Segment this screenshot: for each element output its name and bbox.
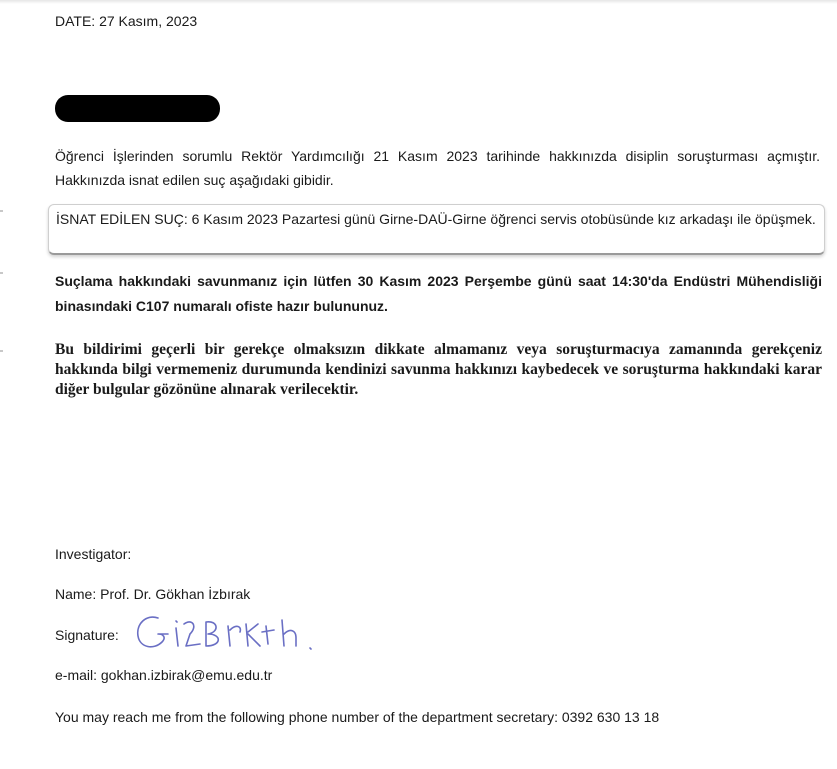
charge-box	[48, 204, 825, 255]
investigator-name: Name: Prof. Dr. Gökhan İzbırak	[55, 586, 251, 602]
department-phone: You may reach me from the following phone number of the department secretary: 0392 630 13 18	[55, 709, 660, 725]
signature-row	[55, 612, 455, 656]
document-date: DATE: 27 Kasım, 2023	[55, 13, 198, 29]
summons-paragraph: Suçlama hakkındaki savunmanız için lütfen 30 Kasım 2023 Perşembe günü saat 14:30'da Endüstri Mühendisliği binasındaki C107 numaralı ofiste hazır bulununuz.	[55, 273, 822, 314]
scan-top-edge	[0, 0, 837, 4]
investigator-email: e-mail: gokhan.izbirak@emu.edu.tr	[55, 667, 273, 683]
signature-label: Signature:	[55, 627, 119, 643]
redacted-recipient-name	[55, 95, 220, 122]
warning-paragraph: Bu bildirimi geçerli bir gerekçe olmaksızın dikkate almamanız veya soruşturmacıya zamanında gerekçeniz hakkında bilgi vermemeniz durumunda kendinizi savunma hakkınızı kaybedecek ve soruşturma hakkındaki karar diğer bulgular gözönüne alınarak verilecektir.	[55, 341, 822, 398]
scan-margin-marks	[0, 200, 4, 400]
investigator-label: Investigator:	[55, 546, 132, 562]
intro-paragraph: Öğrenci İşlerinden sorumlu Rektör Yardımcılığı 21 Kasım 2023 tarihinde hakkınızda disiplin soruşturması açmıştır. Hakkınızda isnat edilen suç aşağıdaki gibidir.	[55, 148, 820, 188]
handwritten-signature	[132, 612, 372, 656]
charge-text: İSNAT EDİLEN SUÇ: 6 Kasım 2023 Pazartesi günü Girne-DAÜ-Girne öğrenci servis otobüsünde kız arkadaşı ile öpüşmek.	[56, 211, 816, 227]
